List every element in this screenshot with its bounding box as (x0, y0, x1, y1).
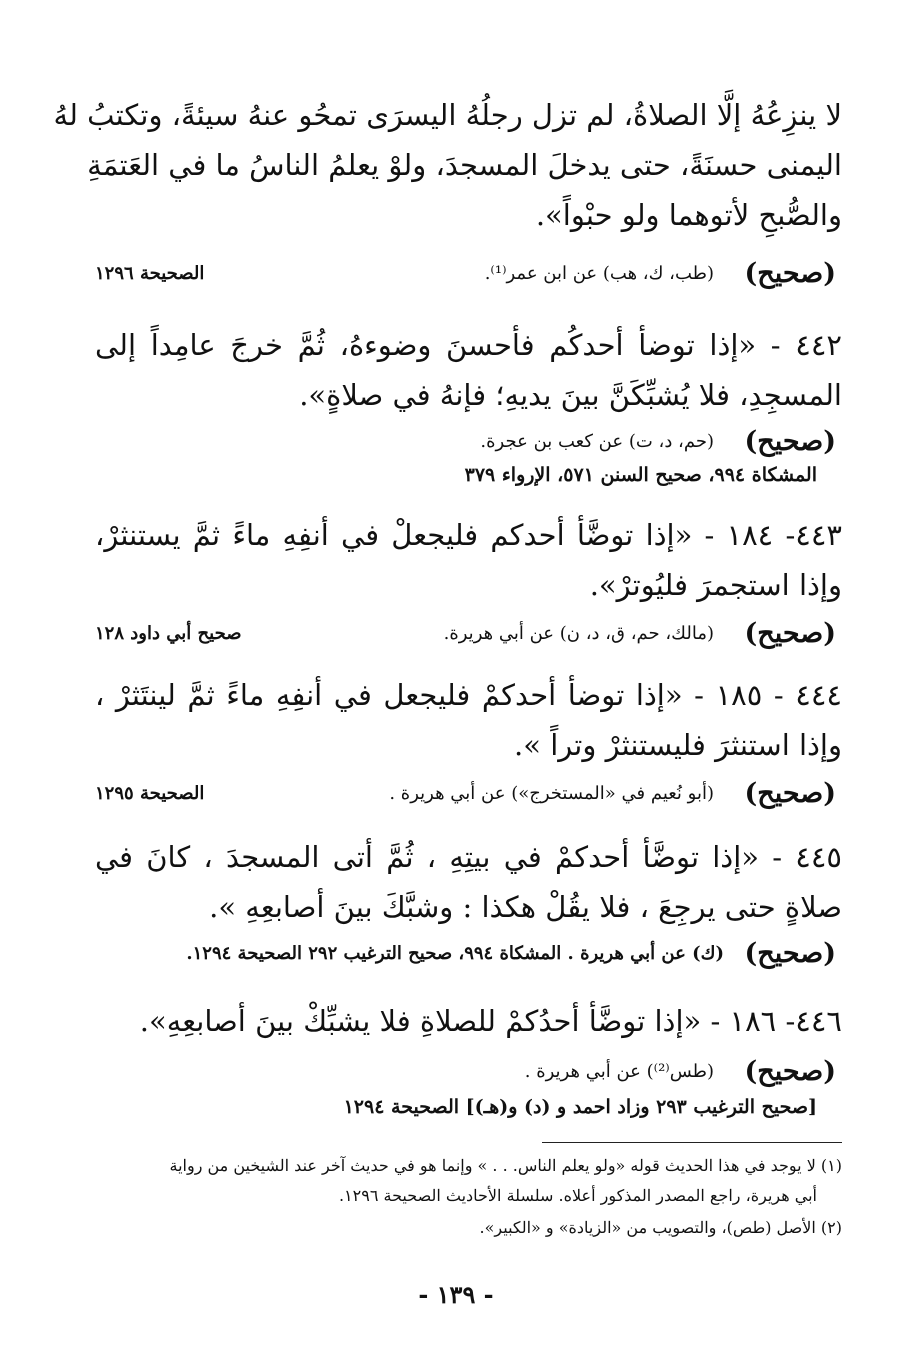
source-and-reference-text: (ك) عن أبي هريرة . المشكاة ٩٩٤، صحيح الترغيب ٢٩٢ الصحيحة ١٢٩٤. (186, 943, 724, 964)
reference-text: الصحيحة ١٢٩٦ (95, 263, 205, 284)
hadith-reference-row (95, 934, 842, 974)
source-text: (حم، د، ت) عن كعب بن عجرة. (480, 431, 714, 452)
grade-label: ( صحيح ) (739, 422, 843, 462)
hadith-text-line: صلاةٍ حتى يرجِعَ ، فلا يقُلْ هكذا : وشبَّكَ بينَ أصابعِهِ ». (209, 890, 842, 924)
hadith-text-line: ٤٤٥ - «إذا توضَّأ أحدكمْ في بيتِهِ ، ثُمَّ أتى المسجدَ ، كانَ في (95, 840, 842, 874)
reference-text: المشكاة ٩٩٤، صحيح السنن ٥٧١، الإرواء ٣٧٩ (464, 464, 817, 486)
text-line: والصُّبحِ لأتوهما ولو حبْواً». (535, 198, 842, 232)
hadith-text-line: ٤٤٢ - «إذا توضأ أحدكُم فأحسنَ وضوءهُ، ثُمَّ خرجَ عامِداً إلى (95, 328, 842, 362)
source-text: (أبو نُعيم في «المستخرج») عن أبي هريرة . (389, 783, 714, 804)
footnote-line: (١) لا يوجد في هذا الحديث قوله «ولو يعلم الناس. . . » وإنما هو في حديث آخر عند الشيخين من رواية (169, 1156, 842, 1175)
reference-text: [صحيح الترغيب ٢٩٣ وزاد احمد و (د) و(هـ)] الصحيحة ١٢٩٤ (343, 1096, 817, 1118)
footnote-line: أبي هريرة، راجع المصدر المذكور أعلاه. سلسلة الأحاديث الصحيحة ١٢٩٦. (338, 1186, 817, 1205)
hadith-reference-row (95, 422, 842, 462)
page-number: - ١٣٩ - (418, 1280, 494, 1309)
source-text: (طب، ك، هب) عن ابن عمر⁽¹⁾. (484, 263, 714, 284)
hadith-reference-row (95, 774, 842, 814)
hadith-reference-row (95, 614, 842, 654)
text-line: لا ينزِعُهُ إلَّا الصلاةُ، لم تزل رجلُهُ اليسرَى تمحُو عنهُ سيئةً، وتكتبُ لهُ (53, 98, 842, 132)
grade-label: ( صحيح ) (739, 614, 843, 654)
hadith-text-line: ٤٤٦- ١٨٦ - «إذا توضَّأ أحدُكمْ للصلاةِ فلا يشبِّكْ بينَ أصابعِهِ». (139, 1004, 842, 1038)
footnote-line: (٢) الأصل (طص)، والتصويب من «الزيادة» و «الكبير». (479, 1218, 842, 1237)
reference-text: الصحيحة ١٢٩٥ (95, 783, 205, 804)
reference-text: صحيح أبي داود ١٢٨ (95, 623, 242, 644)
hadith-text-line: المسجِدِ، فلا يُشبِّكَنَّ بينَ يديهِ؛ فإنهُ في صلاةٍ». (299, 378, 842, 412)
text-line: اليمنى حسنَةً، حتى يدخلَ المسجدَ، ولوْ يعلمُ الناسُ ما في العَتمَةِ (87, 148, 842, 182)
hadith-text-line: وإذا استجمرَ فليُوترْ». (589, 568, 842, 602)
grade-label: ( صحيح ) (739, 1052, 843, 1092)
hadith-text-line: ٤٤٣- ١٨٤ - «إذا توضَّأ أحدكم فليجعلْ في أنفِهِ ماءً ثمَّ يستنثرْ، (95, 518, 842, 552)
hadith-reference-row (95, 1052, 842, 1092)
source-text: (مالك، حم، ق، د، ن) عن أبي هريرة. (443, 623, 714, 644)
grade-label: ( صحيح ) (739, 774, 843, 814)
hadith-reference-row (95, 254, 842, 294)
hadith-text-line: وإذا استنثرَ فليستنثرْ وتراً ». (514, 728, 842, 762)
grade-label: ( صحيح ) (739, 254, 843, 294)
source-text: (طس⁽²⁾) عن أبي هريرة . (524, 1061, 714, 1082)
footnote-divider (542, 1142, 842, 1143)
hadith-text-line: ٤٤٤ - ١٨٥ - «إذا توضأ أحدكمْ فليجعل في أنفِهِ ماءً ثمَّ لينتَثرْ ، (95, 678, 842, 712)
grade-label: ( صحيح ) (739, 934, 843, 974)
